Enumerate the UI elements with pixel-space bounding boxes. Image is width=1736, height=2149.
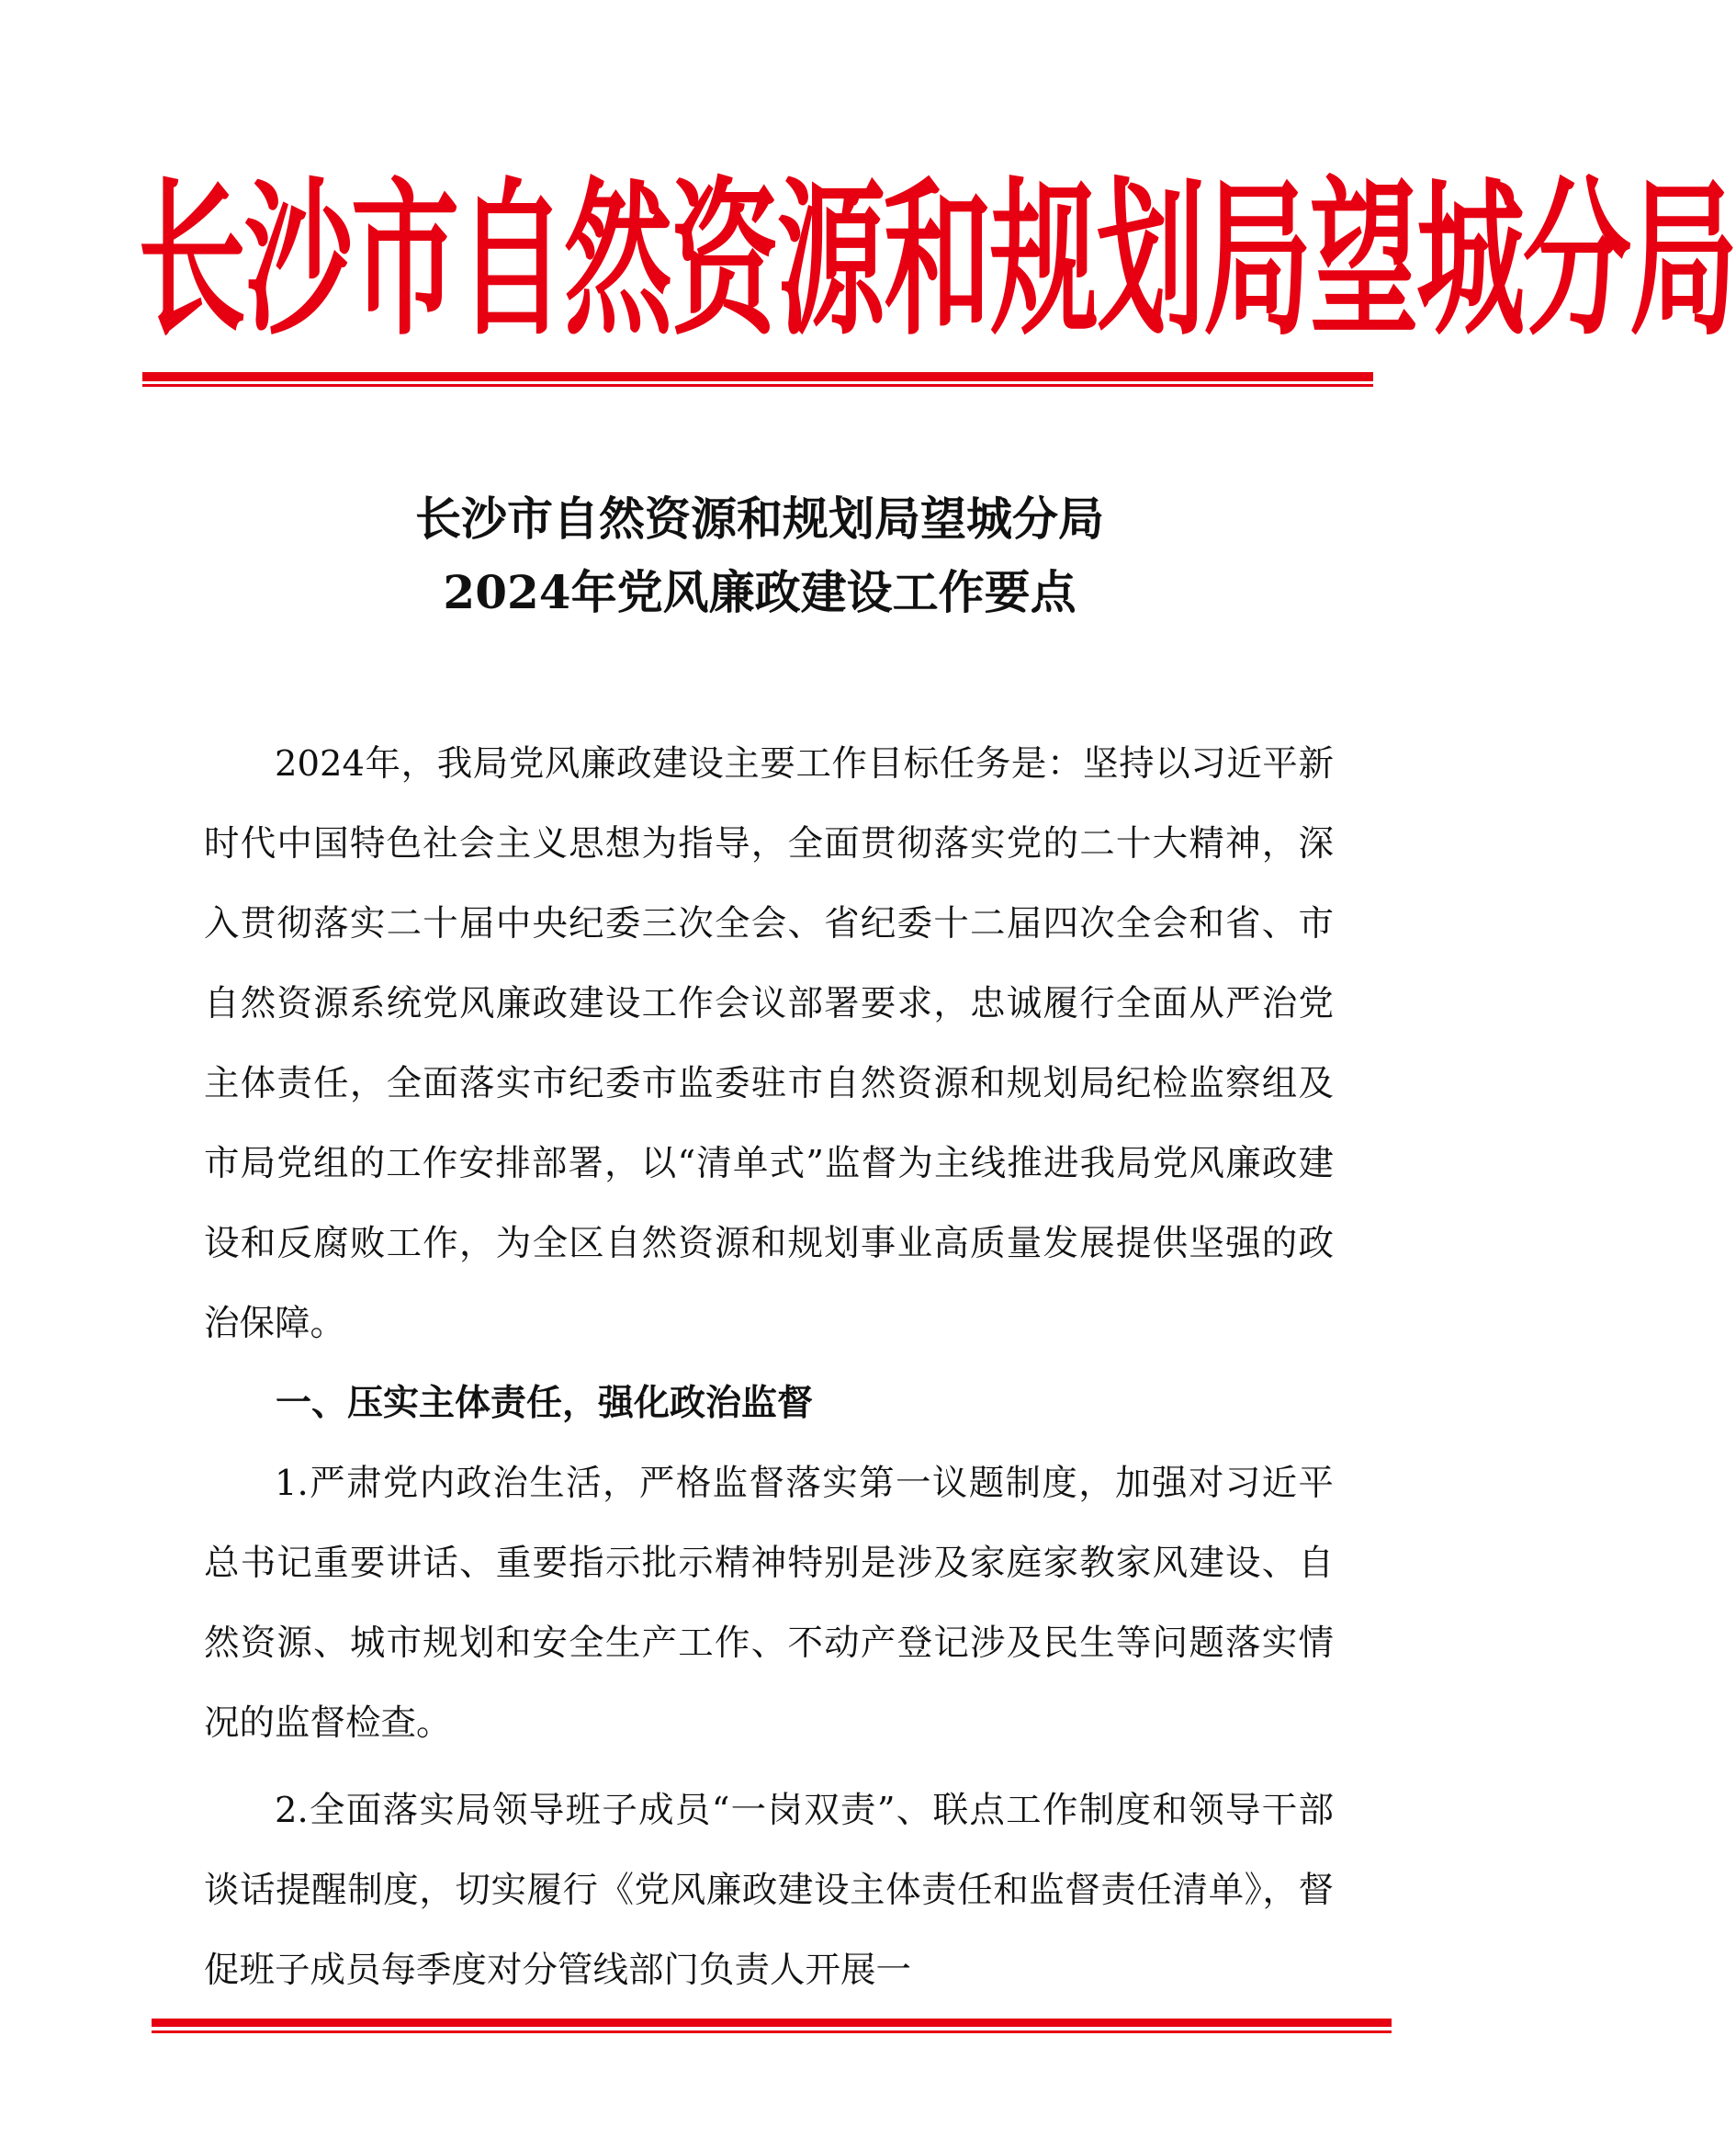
letterhead-red-rule bbox=[142, 372, 1373, 381]
title-line-1: 长沙市自然资源和规划局望城分局 bbox=[415, 492, 1104, 546]
footer-red-rule bbox=[152, 2019, 1392, 2027]
document-title bbox=[184, 482, 1336, 629]
title-line-2: 2024年党风廉政建设工作要点 bbox=[443, 565, 1077, 619]
item-paragraph-2: 2.全面落实局领导班子成员“一岗双责”、联点工作制度和领导干部谈话提醒制度，切实履行《党风廉政建设主体责任和监督责任清单》，督促班子成员每季度对分管线部门负责人开展一 bbox=[204, 1790, 1334, 1991]
item-paragraph-1: 1.严肃党内政治生活，严格监督落实第一议题制度，加强对习近平总书记重要讲话、重要指示批示精神特别是涉及家庭家教家风建设、自然资源、城市规划和安全生产工作、不动产登记涉及民生等问题落实情况的监督检查。 bbox=[204, 1463, 1334, 1744]
intro-paragraph: 2024年，我局党风廉政建设主要工作目标任务是：坚持以习近平新时代中国特色社会主义思想为指导，全面贯彻落实党的二十大精神，深入贯彻落实二十届中央纪委三次全会、省纪委十二届四次全会和省、市自然资源系统党风廉政建设工作会议部署要求，忠诚履行全面从严治党主体责任，全面落实市纪委市监委驻市自然资源和规划局纪检监察组及市局党组的工作安排部署，以“清单式”监督为主线推进我局党风廉政建设和反腐败工作，为全区自然资源和规划事业高质量发展提供坚强的政治保障。 bbox=[204, 743, 1334, 1344]
document-body bbox=[204, 724, 1334, 2010]
letterhead-organization-name: 长沙市自然资源和规划局望城分局 bbox=[138, 162, 1736, 358]
section-heading-1: 一、压实主体责任，强化政治监督 bbox=[276, 1383, 814, 1424]
